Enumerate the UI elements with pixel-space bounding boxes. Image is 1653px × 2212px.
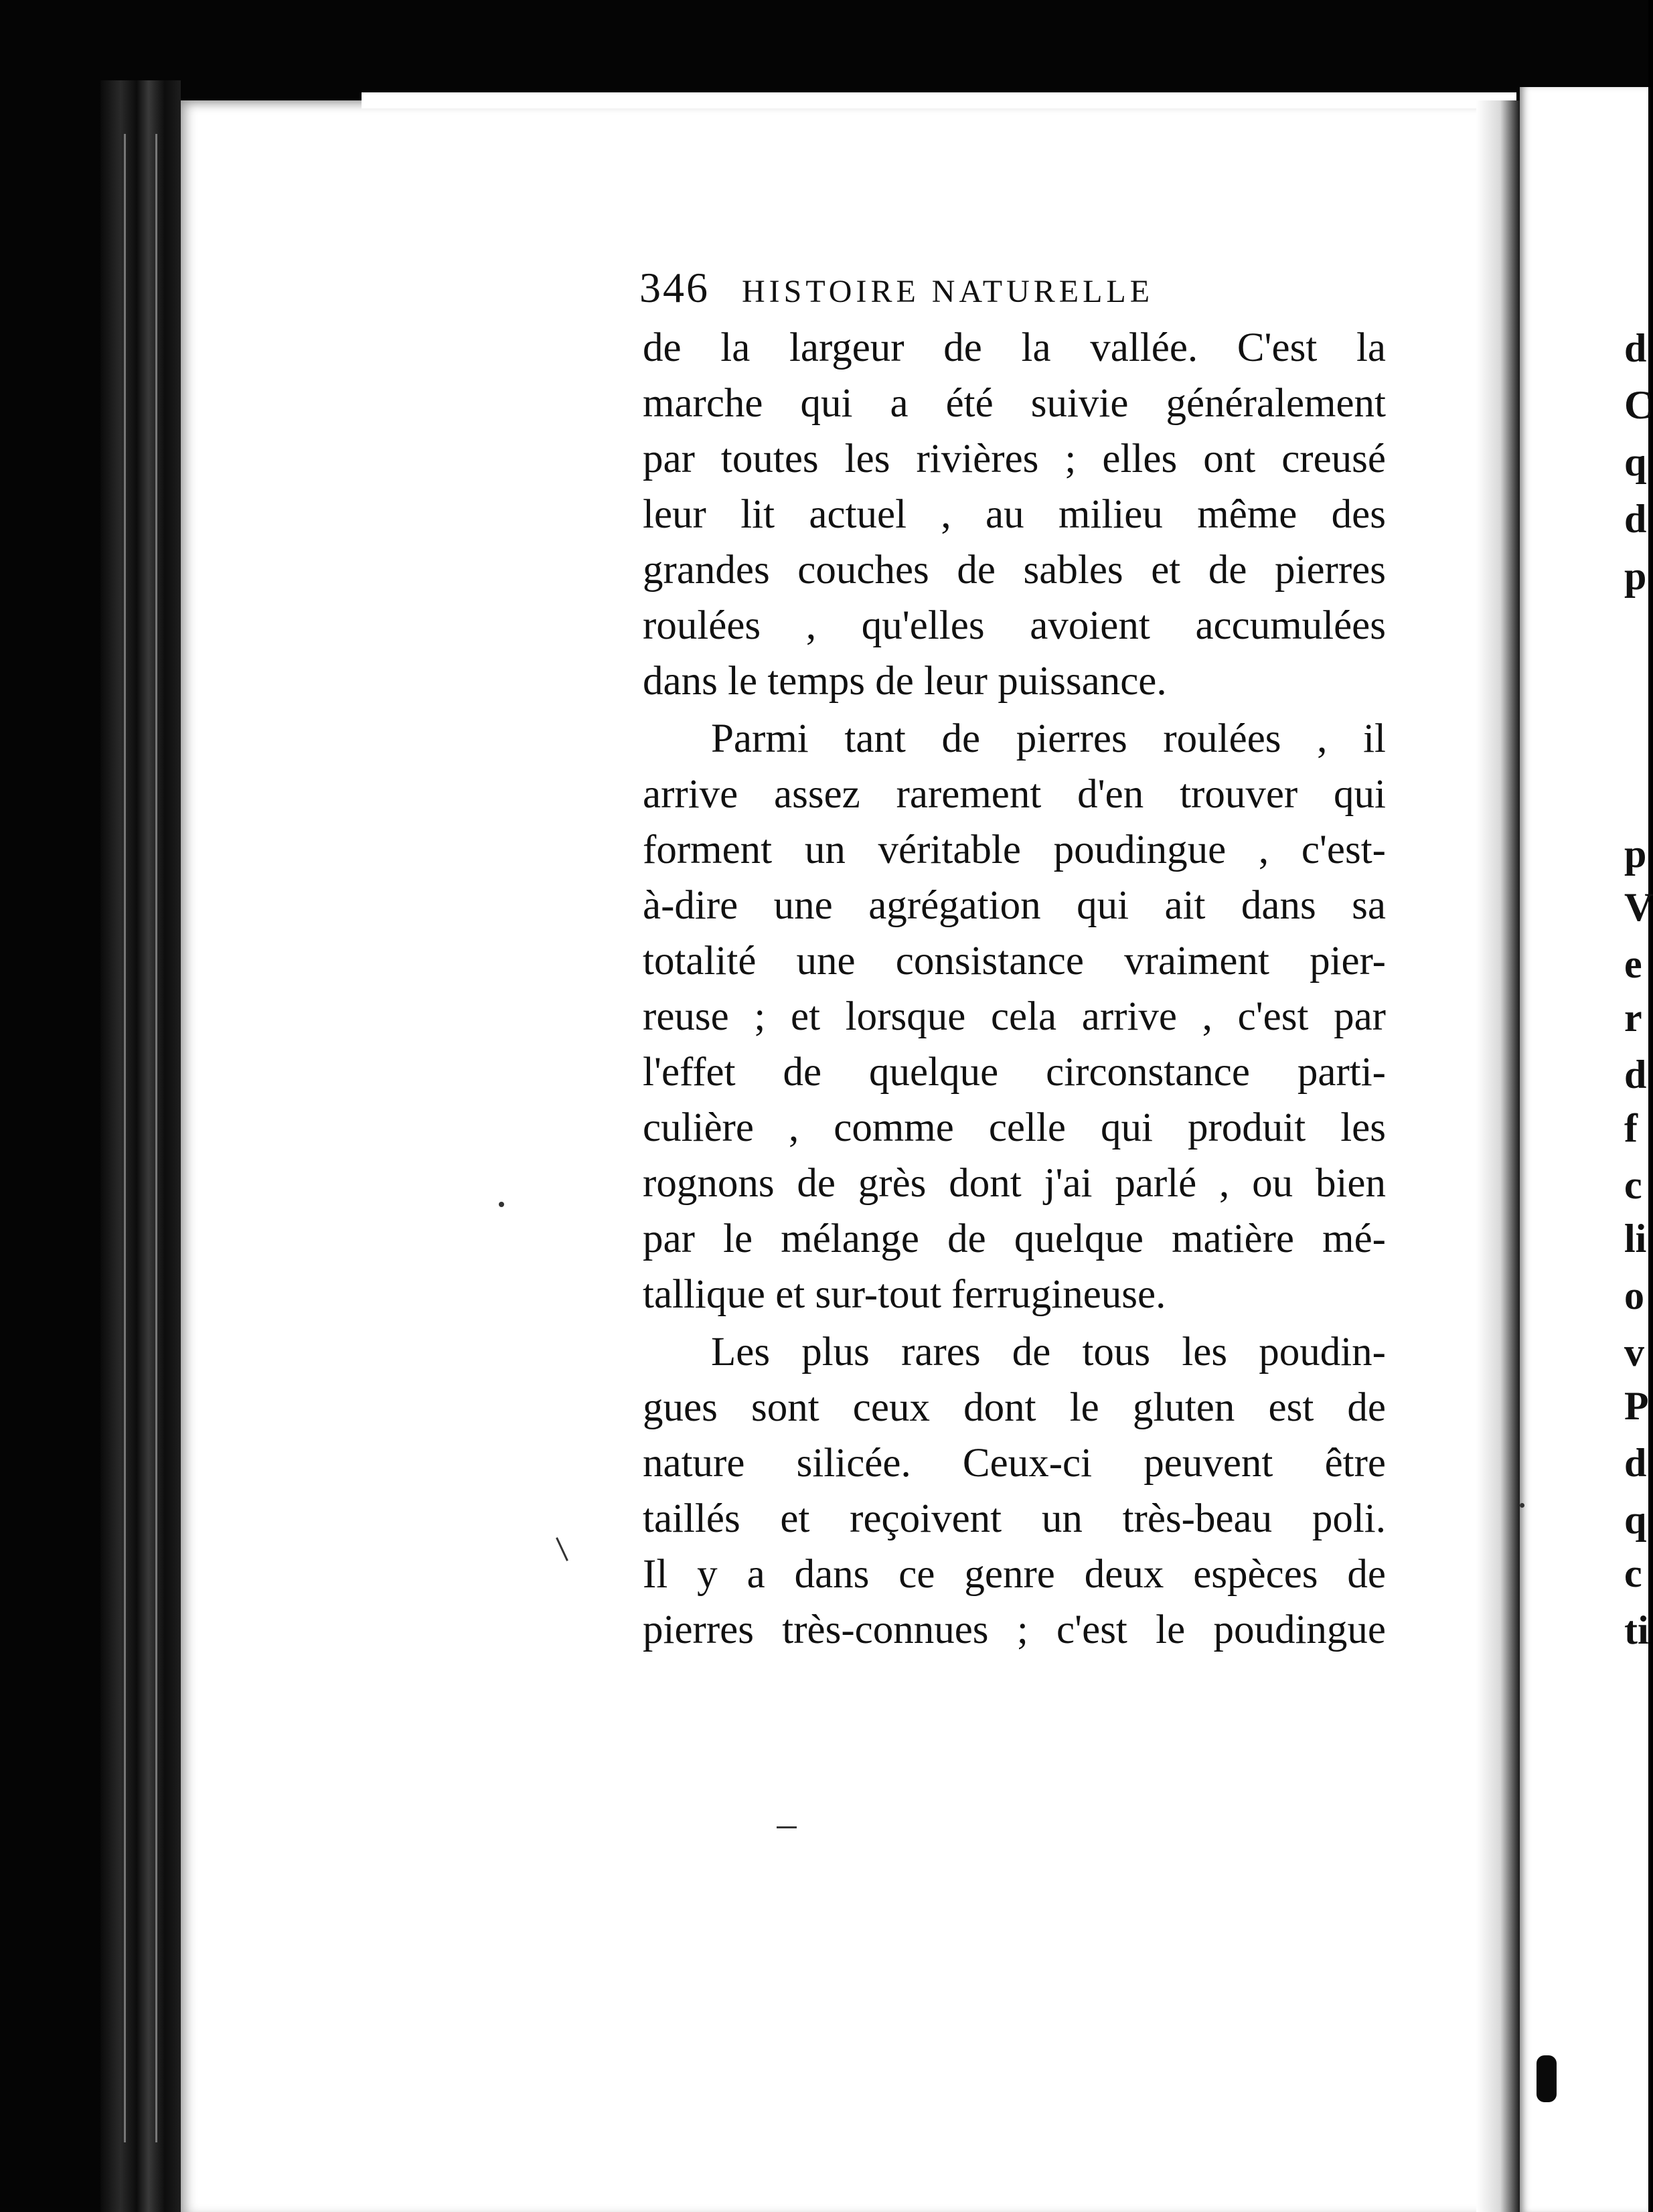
text-line: roulées , qu'elles avoient accumulées <box>643 603 1386 648</box>
scan-speck <box>499 1202 504 1207</box>
page-number: 346 <box>639 264 710 311</box>
text-line: reuse ; et lorsque cela arrive , c'est par <box>643 994 1386 1039</box>
text-line: de la largeur de la vallée. C'est la <box>643 325 1386 370</box>
text-line: pierres très-connues ; c'est le poudingue <box>643 1607 1386 1652</box>
paragraph-first-line: Les plus rares de tous les poudin- <box>711 1330 1386 1374</box>
text-line: l'effet de quelque circonstance parti- <box>643 1050 1386 1095</box>
text-line: marche qui a été suivie généralement <box>643 381 1386 426</box>
facing-page-fragment: p <box>1624 554 1647 598</box>
facing-page-fragment: c <box>1624 1551 1642 1595</box>
binding-edge-line <box>155 134 157 2142</box>
facing-page-fragment: C <box>1624 383 1653 427</box>
facing-page-fragment: d <box>1624 326 1647 370</box>
book-title-header: HISTOIRE NATURELLE <box>742 274 1154 309</box>
facing-page-fragment: o <box>1624 1273 1644 1318</box>
facing-page-fragment: P <box>1624 1384 1649 1428</box>
scan-blot <box>1537 2055 1557 2102</box>
scan-speck <box>777 1826 797 1828</box>
text-line: culière , comme celle qui produit les <box>643 1105 1386 1150</box>
text-line: taillés et reçoivent un très-beau poli. <box>643 1496 1386 1541</box>
binding-edge-line <box>124 134 126 2142</box>
text-line: par toutes les rivières ; elles ont creusé <box>643 437 1386 481</box>
facing-page-fragment: r <box>1624 996 1642 1040</box>
text-line: rognons de grès dont j'ai parlé , ou bien <box>643 1161 1386 1206</box>
page-top-edge <box>362 92 1516 108</box>
gutter-shadow <box>1476 100 1520 2212</box>
facing-page-fragment: q <box>1624 440 1647 484</box>
facing-page-fragment: V <box>1624 885 1653 929</box>
text-line: nature silicée. Ceux-ci peuvent être <box>643 1441 1386 1486</box>
text-line: totalité une consistance vraiment pier- <box>643 939 1386 983</box>
facing-page-fragment: li <box>1624 1216 1647 1261</box>
text-line: tallique et sur-tout ferrugineuse. <box>643 1272 1166 1317</box>
text-line: grandes couches de sables et de pierres <box>643 548 1386 592</box>
facing-page-fragment: f <box>1624 1106 1638 1150</box>
text-line: leur lit actuel , au milieu même des <box>643 492 1386 537</box>
facing-page-fragment: d <box>1624 1052 1647 1097</box>
facing-page-fragment: p <box>1624 832 1647 876</box>
text-line: par le mélange de quelque matière mé- <box>643 1216 1386 1261</box>
text-line: arrive assez rarement d'en trouver qui <box>643 772 1386 817</box>
facing-page-fragment: v <box>1624 1330 1644 1374</box>
facing-page-fragment: d <box>1624 497 1647 541</box>
facing-page-fragment: c <box>1624 1163 1642 1207</box>
facing-page-fragment: ti <box>1624 1608 1649 1652</box>
text-line: à-dire une agrégation qui ait dans sa <box>643 883 1386 928</box>
facing-page-fragment: e <box>1624 942 1642 986</box>
book-binding-edge <box>100 80 181 2212</box>
text-line: forment un véritable poudingue , c'est- <box>643 827 1386 872</box>
facing-page-fragment: d <box>1624 1441 1647 1485</box>
running-head <box>639 263 1282 311</box>
text-line: Il y a dans ce genre deux espèces de <box>643 1552 1386 1597</box>
facing-page-fragment: q <box>1624 1498 1647 1542</box>
text-line: gues sont ceux dont le gluten est de <box>643 1385 1386 1430</box>
text-line: dans le temps de leur puissance. <box>643 659 1167 704</box>
scan-speck <box>1520 1503 1524 1508</box>
paragraph-first-line: Parmi tant de pierres roulées , il <box>711 716 1386 761</box>
